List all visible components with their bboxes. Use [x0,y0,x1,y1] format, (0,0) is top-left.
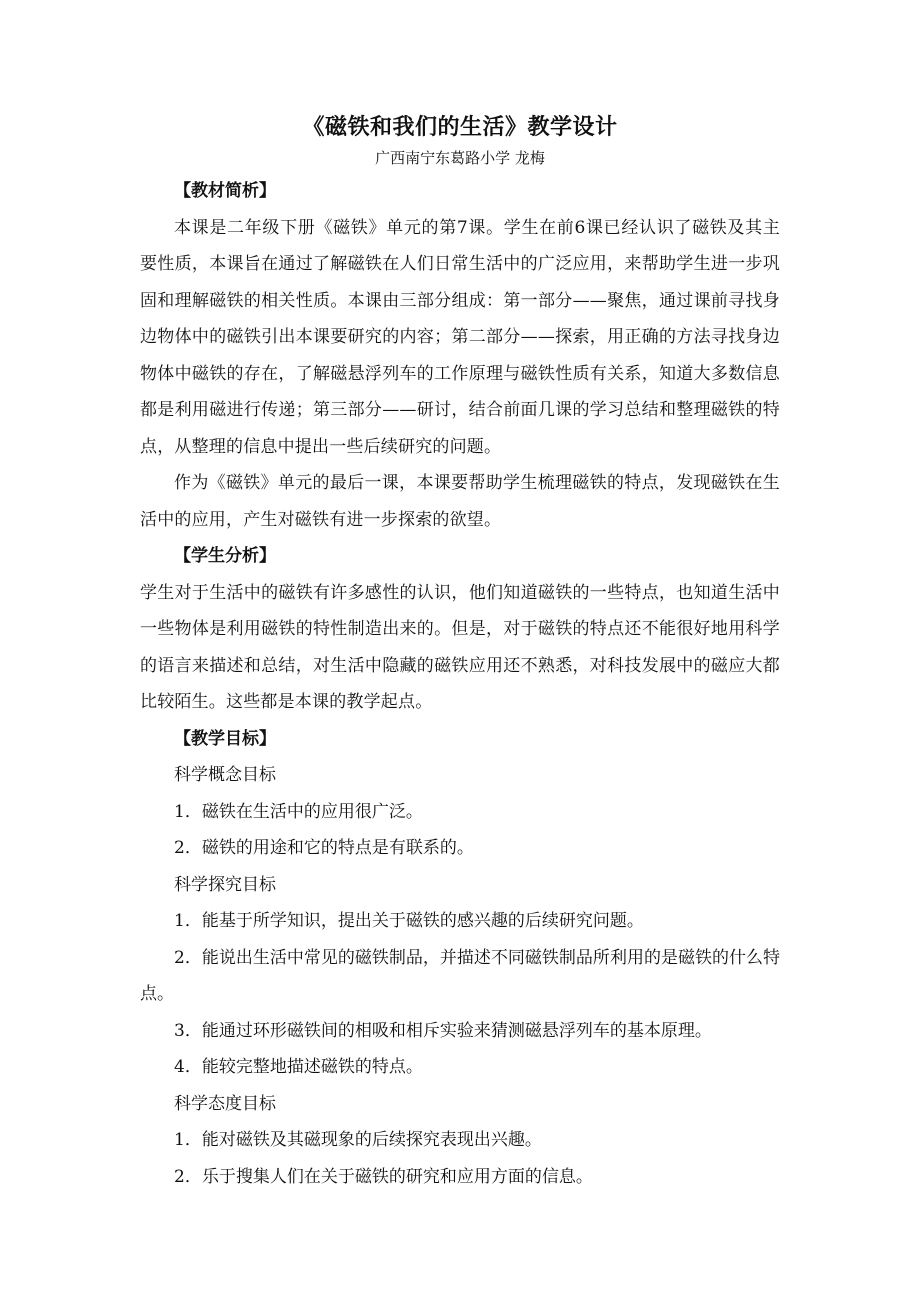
goal-concept-label: 科学概念目标 [174,765,276,785]
goal-inquiry-item: 1．能基于所学知识，提出关于磁铁的感兴趣的后续研究问题。 [174,911,644,931]
goal-attitude-item: 2．乐于搜集人们在关于磁铁的研究和应用方面的信息。 [174,1166,593,1187]
goal-concept-item: 1．磁铁在生活中的应用很广泛。 [174,801,423,822]
goal-attitude-label: 科学态度目标 [174,1093,276,1114]
materials-paragraph-1: 本课是二年级下册《磁铁》单元的第7课。学生在前6课已经认识了磁铁及其主要性质，本课旨在通过了解磁铁在人们日常生活中的广泛应用，来帮助学生进一步巩固和理解磁铁的相关性质。本课由三部分组成：第一部分——聚焦，通过课前寻找身边物体中的磁铁引出本课要研究的内容；第二部分——探索，用正确的方法寻找身边物体中磁铁的存在，了解磁悬浮列车的工作原理与磁铁性质有关系，知道大多数信息都是利用磁进行传递；第三部分——研讨，结合前面几课的学习总结和整理磁铁的特点，从整理的信息中提出一些后续研究的问题。 [140,217,780,457]
goal-inquiry-label: 科学探究目标 [174,874,276,895]
materials-paragraph-2: 作为《磁铁》单元的最后一课，本课要帮助学生梳理磁铁的特点，发现磁铁在生活中的应用，产生对磁铁有进一步探索的欲望。 [140,473,780,530]
document-author: 广西南宁东葛路小学 龙梅 [375,149,545,167]
students-paragraph-1: 学生对于生活中的磁铁有许多感性的认识，他们知道磁铁的一些特点，也知道生活中一些物体是利用磁铁的特性制造出来的。但是，对于磁铁的特点还不能很好地用科学的语言来描述和总结，对生活中隐藏的磁铁应用还不熟悉，对科技发展中的磁应大都比较陌生。这些都是本课的教学起点。 [140,582,780,712]
goal-inquiry-item: 2．能说出生活中常见的磁铁制品，并描述不同磁铁制品所利用的是磁铁的什么特点。 [140,947,780,1004]
section-heading-materials: 【教材简析】 [174,181,276,201]
goal-attitude-item: 1．能对磁铁及其磁现象的后续探究表现出兴趣。 [174,1130,542,1150]
section-heading-students: 【学生分析】 [174,546,276,566]
goal-inquiry-item: 3．能通过环形磁铁间的相吸和相斥实验来猜测磁悬浮列车的基本原理。 [174,1020,712,1041]
goal-concept-item: 2．磁铁的用途和它的特点是有联系的。 [174,838,474,858]
document-title: 《磁铁和我们的生活》教学设计 [302,115,618,140]
section-heading-goals: 【教学目标】 [174,728,276,749]
goal-inquiry-item: 4．能较完整地描述磁铁的特点。 [174,1057,423,1077]
